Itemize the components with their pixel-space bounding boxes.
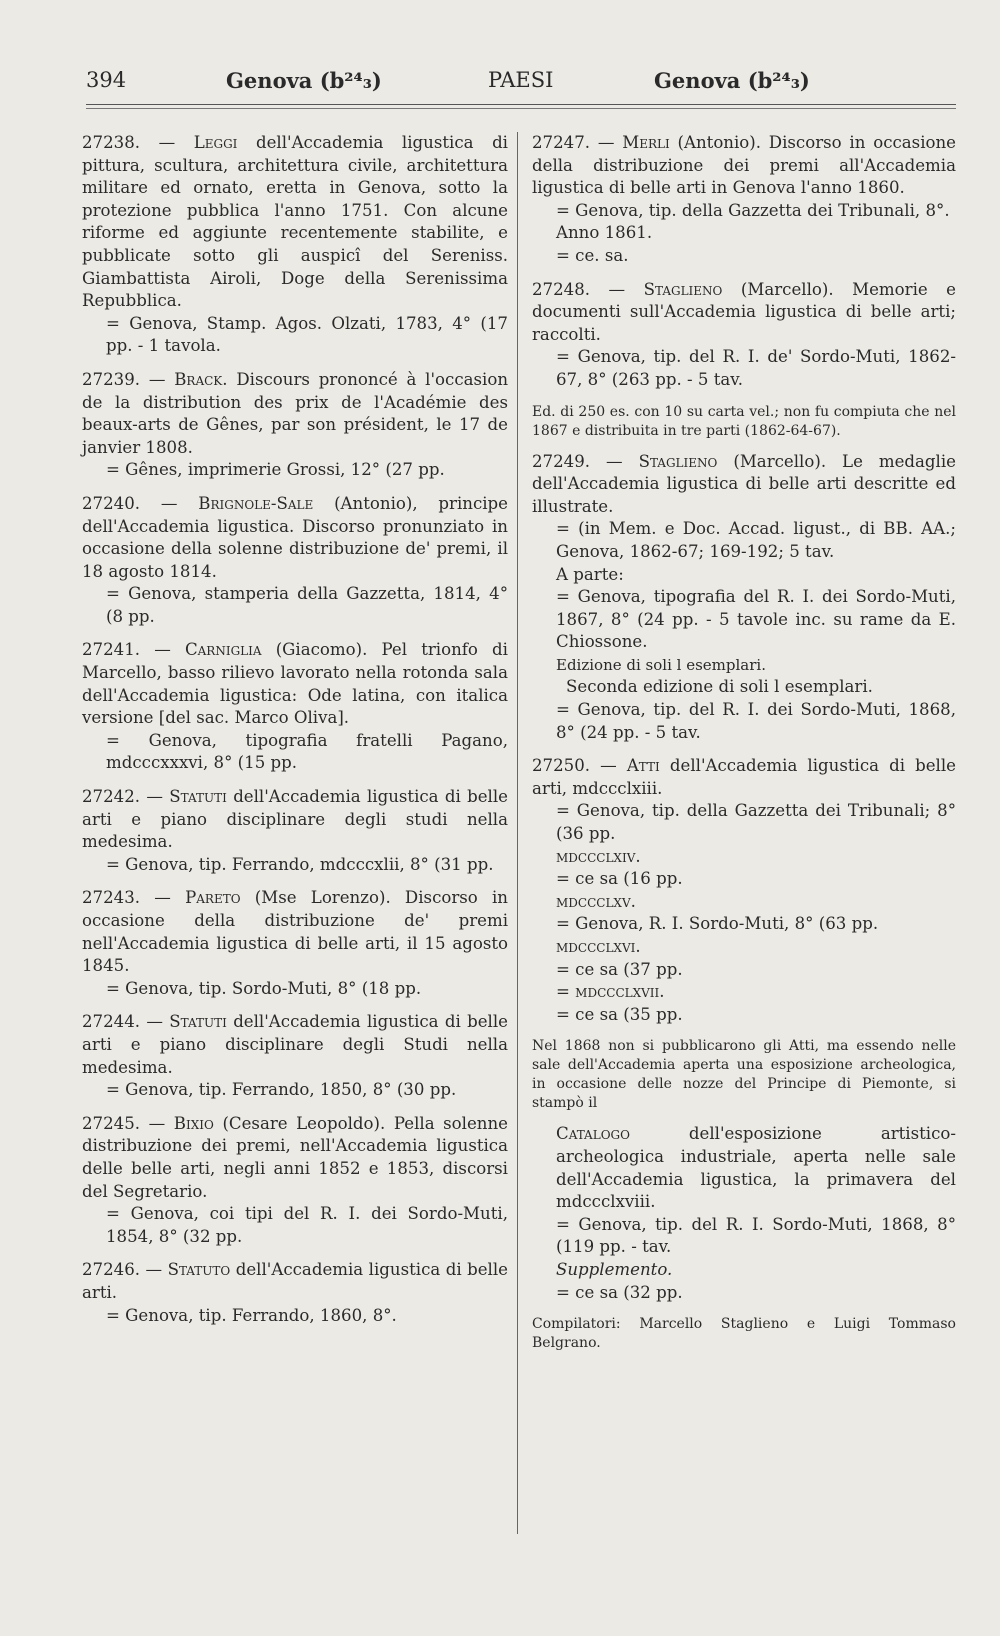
- entry-imprint: = Genova, tip. Sordo-Muti, 8° (18 pp.: [106, 978, 422, 998]
- entry-number: 27247.: [532, 133, 591, 152]
- entry-imprint: = (in Mem. e Doc. Accad. ligust., di BB. AA.; Genova, 1862-67; 169-192; 5 tav.: [556, 519, 956, 561]
- entry-imprint: = Genova, tip. del R. I. de' Sordo-Muti, 1862-67, 8° (263 pp. - 5 tav.: [556, 347, 956, 389]
- entry-27243: 27243. — Pareto (Mse Lorenzo). Discorso in occasione della distribuzione de' premi nell'Accademia ligustica di belle arti, il 15 agosto 1845. = Genova, tip. Sordo-Muti, 8° (18 pp.: [82, 887, 508, 1000]
- entry-imprint: Anno 1861.: [556, 223, 653, 243]
- entry-number: 27239.: [82, 369, 141, 389]
- entry-text: dell'Accademia ligustica di belle arti.: [82, 1260, 508, 1302]
- entry-imprint: = Genova, tip. della Gazzetta dei Tribunali, 8°.: [556, 200, 950, 220]
- entry-catalogo: [532, 1123, 956, 1304]
- entry-author: Catalogo: [556, 1124, 630, 1144]
- entry-author: Brignole-Sale: [198, 493, 314, 513]
- entry-27250: 27250. — Atti dell'Accademia ligustica di belle arti, mdccclxiii. = Genova, tip. della Gazzetta dei Tribunali; 8° (36 pp. mdccclxiv. = ce sa (16 pp. mdccclxv. = Genova, R. I. Sordo-Muti, 8° (63 pp. mdccclxvi. = ce sa (37 pp. = mdccclxvii. = ce sa (35 pp.: [532, 755, 956, 1026]
- entry-27246: 27246. — Statuto dell'Accademia ligustica di belle arti. = Genova, tip. Ferrando, 1860, 8°.: [82, 1259, 508, 1327]
- entry-number: 27242.: [82, 787, 141, 807]
- year-label: mdccclxv.: [556, 891, 636, 911]
- year-label: = mdccclxvii.: [556, 982, 665, 1002]
- entry-note: Ed. di 250 es. con 10 su carta vel.; non fu compiuta che nel 1867 e distribuita in tre parti (1862-64-67).: [532, 403, 956, 439]
- entry-number: 27248.: [532, 279, 591, 299]
- entry-imprint: = ce sa (32 pp.: [556, 1282, 683, 1302]
- entry-text: (Antonio). Discorso in occasione della distribuzione dei premi all'Accademia ligustica di belle arti in Genova l'anno 1860.: [532, 133, 956, 198]
- entry-number: 27243.: [82, 888, 141, 908]
- entry-author: Statuto: [167, 1260, 231, 1280]
- running-title-left: Genova (b²⁴₃): [226, 68, 382, 93]
- entry-text: Discours prononcé à l'occasion de la distribution des prix de l'Académie des beaux-arts de Gênes, par son président, le 17 de janvier 1808.: [82, 369, 509, 457]
- page-number: 394: [86, 68, 127, 92]
- entry-text: dell'Accademia ligustica di belle arti, mdccclxiii.: [532, 756, 956, 798]
- entry-27245: 27245. — Bixio (Cesare Leopoldo). Pella solenne distribuzione dei premi, nell'Accademia ligustica delle belle arti, negli anni 1852 e 1853, discorsi del Segretario. = Genova, coi tipi del R. I. dei Sordo-Muti, 1854, 8° (32 pp.: [82, 1113, 508, 1249]
- entry-text: dell'Accademia ligustica di belle arti e piano disciplinare degli studi nella medesima.: [82, 787, 508, 852]
- year-label: mdccclxvi.: [556, 937, 641, 956]
- entry-text: (Antonio), principe dell'Accademia ligustica. Discorso pronunziato in occasione della solenne distribuzione de' premi, il 18 agosto 1814.: [82, 493, 509, 581]
- header-rule: [86, 104, 956, 105]
- entry-text: (Cesare Leopoldo). Pella solenne distribuzione dei premi, nell'Accademia ligustica delle belle arti, negli anni 1852 e 1853, discorsi del Segretario.: [82, 1113, 508, 1201]
- running-section: PAESI: [488, 68, 554, 92]
- entry-author: Atti: [626, 756, 660, 776]
- entry-imprint: = Genova, tip. del R. I. Sordo-Muti, 1868, 8° (119 pp. - tav.: [556, 1214, 956, 1257]
- second-edition: Seconda edizione di soli l esemplari.: [566, 677, 873, 697]
- entry-imprint: = ce sa (37 pp.: [556, 959, 683, 979]
- page-header: [86, 68, 956, 102]
- entry-author: Staglieno: [638, 451, 718, 471]
- entry-text: dell'esposizione artistico-archeologica industriale, aperta nelle sale dell'Accademia ligustica, la primavera del mdccclxviii.: [556, 1124, 956, 1212]
- running-title-right: Genova (b²⁴₃): [654, 68, 810, 93]
- entry-27241: 27241. — Carniglia (Giacomo). Pel trionfo di Marcello, basso rilievo lavorato nella rotonda sala dell'Accademia ligustica: Ode latina, con italica versione [del sac. Marco Oliva]. = Genova, tipografia fratelli Pagano, mdcccxxxvi, 8° (15 pp.: [82, 639, 508, 775]
- entry-number: 27238.: [82, 133, 141, 152]
- entry-author: Bixio: [173, 1113, 214, 1133]
- entry-imprint: = ce. sa.: [556, 245, 629, 265]
- entry-imprint: = Genova, tip. Ferrando, 1860, 8°.: [106, 1305, 397, 1325]
- entry-imprint: = Genova, tipografia fratelli Pagano, mdcccxxxvi, 8° (15 pp.: [106, 730, 508, 773]
- entry-27249: 27249. — Staglieno (Marcello). Le medaglie dell'Accademia ligustica di belle arti descritte ed illustrate. = (in Mem. e Doc. Accad. ligust., di BB. AA.; Genova, 1862-67; 169-192; 5 tav. A parte: = Genova, tipografia del R. I. dei Sordo-Muti, 1867, 8° (24 pp. - 5 tavole inc. su rame da E. Chiossone. Edizione di soli l esemplari. Seconda edizione di soli l esemplari. = Genova, tip. del R. I. dei Sordo-Muti, 1868, 8° (24 pp. - 5 tav.: [532, 451, 956, 745]
- note-1868: Nel 1868 non si pubblicarono gli Atti, ma essendo nelle sale dell'Accademia aperta una esposizione archeologica, in occasione delle nozze del Principe di Piemonte, si stampò il: [532, 1038, 956, 1112]
- entry-imprint: = ce sa (35 pp.: [556, 1004, 683, 1024]
- entry-number: 27250.: [532, 756, 591, 776]
- entry-text: (Giacomo). Pel trionfo di Marcello, basso rilievo lavorato nella rotonda sala dell'Accademia ligustica: Ode latina, con italica versione [del sac. Marco Oliva].: [82, 640, 508, 728]
- right-column: [532, 132, 956, 1363]
- entry-author: Pareto: [185, 888, 241, 908]
- entry-27242: 27242. — Statuti dell'Accademia ligustica di belle arti e piano disciplinare degli studi nella medesima. = Genova, tip. Ferrando, mdcccxlii, 8° (31 pp.: [82, 786, 508, 876]
- entry-27244: 27244. — Statuti dell'Accademia ligustica di belle arti e piano disciplinare degli Studi nella medesima. = Genova, tip. Ferrando, 1850, 8° (30 pp.: [82, 1011, 508, 1101]
- entry-number: 27246.: [82, 1260, 141, 1280]
- entry-27247: 27247. — Merli (Antonio). Discorso in occasione della distribuzione dei premi all'Accademia ligustica di belle arti in Genova l'anno 1860. = Genova, tip. della Gazzetta dei Tribunali, 8°. Anno 1861. = ce. sa.: [532, 132, 956, 268]
- compilers-note: Compilatori: Marcello Staglieno e Luigi Tommaso Belgrano.: [532, 1316, 956, 1352]
- entry-imprint: = Genova, tip. Ferrando, mdcccxlii, 8° (31 pp.: [106, 854, 494, 874]
- edition-note: Edizione di soli l esemplari.: [556, 655, 766, 674]
- entry-author: Statuti: [169, 787, 227, 807]
- entry-imprint: = Genova, stamperia della Gazzetta, 1814, 4° (8 pp.: [106, 584, 508, 626]
- entry-imprint: = Genova, tipografia del R. I. dei Sordo-Muti, 1867, 8° (24 pp. - 5 tavole inc. su rame da E. Chiossone.: [556, 587, 956, 652]
- entry-author: Merli: [622, 133, 670, 152]
- entry-number: 27249.: [532, 451, 591, 471]
- entry-number: 27241.: [82, 640, 141, 660]
- entry-27239: 27239. — Brack. Discours prononcé à l'occasion de la distribution des prix de l'Académie des beaux-arts de Gênes, par son président, le 17 de janvier 1808. = Gênes, imprimerie Grossi, 12° (27 pp.: [82, 369, 508, 482]
- entry-text: (Marcello). Le medaglie dell'Accademia ligustica di belle arti descritte ed illustrate.: [532, 451, 956, 516]
- entry-imprint: = Genova, Stamp. Agos. Olzati, 1783, 4° (17 pp. - 1 tavola.: [106, 313, 508, 356]
- header-rule-2: [86, 108, 956, 109]
- entry-number: 27244.: [82, 1012, 141, 1032]
- entry-27248: 27248. — Staglieno (Marcello). Memorie e documenti sull'Accademia ligustica di belle arti; raccolti. = Genova, tip. del R. I. de' Sordo-Muti, 1862-67, 8° (263 pp. - 5 tav.: [532, 279, 956, 392]
- entry-imprint: = ce sa (16 pp.: [556, 869, 683, 889]
- entry-text: dell'Accademia ligustica di belle arti e piano disciplinare degli Studi nella medesima.: [82, 1012, 508, 1077]
- entry-author: Staglieno: [643, 279, 723, 299]
- entry-imprint: = Genova, tip. del R. I. dei Sordo-Muti, 1868, 8° (24 pp. - 5 tav.: [556, 700, 956, 742]
- entry-27238: 27238. — Leggi dell'Accademia ligustica di pittura, scultura, architettura civile, architettura militare ed ornato, eretta in Genova, sotto la protezione pubblica l'anno 1751. Con alcune riforme ed aggiunte recentemente stabilite, e pubblicate sotto gli auspicî del Sereniss. Giambattista Airoli, Doge della Serenissima Repubblica. = Genova, Stamp. Agos. Olzati, 1783, 4° (17 pp. - 1 tavola.: [82, 132, 508, 358]
- entry-number: 27240.: [82, 493, 141, 513]
- left-column: [82, 132, 508, 1338]
- entry-author: Statuti: [169, 1012, 227, 1032]
- entry-author: Carniglia: [184, 640, 262, 660]
- entry-imprint: = Genova, tip. Ferrando, 1850, 8° (30 pp.: [106, 1080, 457, 1100]
- entry-imprint: = Gênes, imprimerie Grossi, 12° (27 pp.: [106, 460, 445, 480]
- entry-imprint: = Genova, R. I. Sordo-Muti, 8° (63 pp.: [556, 914, 879, 934]
- entry-author: Brack.: [174, 369, 228, 389]
- entry-number: 27245.: [82, 1113, 141, 1133]
- entry-imprint: = Genova, coi tipi del R. I. dei Sordo-Muti, 1854, 8° (32 pp.: [106, 1204, 508, 1246]
- a-parte-label: A parte:: [556, 564, 624, 584]
- entry-imprint: = Genova, tip. della Gazzetta dei Tribunali; 8° (36 pp.: [556, 801, 956, 844]
- entry-author: Leggi: [193, 133, 238, 152]
- column-divider: [517, 132, 518, 1534]
- entry-27240: 27240. — Brignole-Sale (Antonio), principe dell'Accademia ligustica. Discorso pronunziato in occasione della solenne distribuzione de' premi, il 18 agosto 1814. = Genova, stamperia della Gazzetta, 1814, 4° (8 pp.: [82, 493, 508, 629]
- supplement-label: Supplemento.: [556, 1259, 673, 1279]
- entry-text: (Mse Lorenzo). Discorso in occasione della distribuzione de' premi nell'Accademia ligustica di belle arti, il 15 agosto 1845.: [82, 888, 508, 976]
- entry-text: dell'Accademia ligustica di pittura, scultura, architettura civile, architettura militare ed ornato, eretta in Genova, sotto la protezione pubblica l'anno 1751. Con alcune riforme ed aggiunte recentemente stabilite, e pubblicate sotto gli auspicî del Sereniss. Giambattista Airoli, Doge della Serenissima Repubblica.: [82, 133, 508, 311]
- year-label: mdccclxiv.: [556, 846, 641, 866]
- entry-text: (Marcello). Memorie e documenti sull'Accademia ligustica di belle arti; raccolti.: [532, 279, 956, 344]
